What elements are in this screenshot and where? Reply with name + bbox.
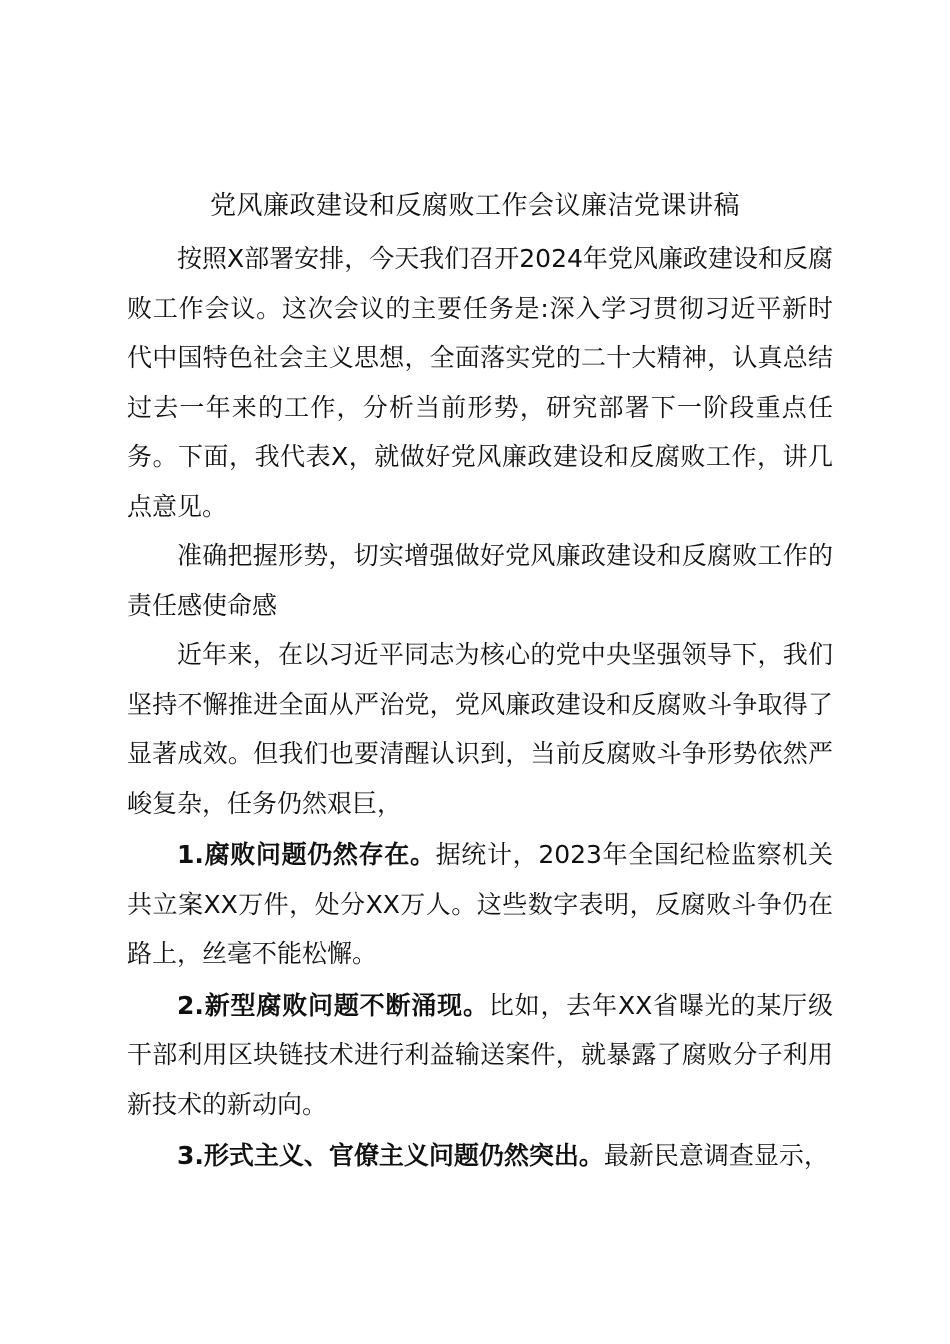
list-item-text: 最新民意调查显示， — [603, 1141, 829, 1170]
list-item — [127, 830, 833, 979]
situation-paragraph: 近年来，在以习近平同志为核心的党中央坚强领导下，我们坚持不懈推进全面从严治党，党风廉政建设和反腐败斗争取得了显著成效。但我们也要清醒认识到，当前反腐败斗争形势依然严峻复杂，任务仍然艰巨， — [127, 640, 833, 818]
list-item-text: 据统计，2023年全国纪检监察机关共立案XX万件，处分XX万人。这些数字表明，反腐败斗争仍在路上，丝毫不能松懈。 — [127, 840, 833, 968]
list-item-lead: 1.腐败问题仍然存在。 — [177, 840, 436, 869]
list-item — [127, 981, 833, 1130]
list-item — [127, 1131, 833, 1181]
document-title: 党风廉政建设和反腐败工作会议廉洁党课讲稿 — [209, 191, 740, 221]
list-item-lead: 3.形式主义、官僚主义问题仍然突出。 — [177, 1141, 604, 1170]
list-item-text: 比如，去年XX省曝光的某厅级干部利用区块链技术进行利益输送案件，就暴露了腐败分子利用新技术的新动向。 — [127, 990, 833, 1119]
section-heading-paragraph: 准确把握形势，切实增强做好党风廉政建设和反腐败工作的责任感使命感 — [127, 541, 833, 620]
intro-paragraph: 按照X部署安排，今天我们召开2024年党风廉政建设和反腐败工作会议。这次会议的主要任务是:深入学习贯彻习近平新时代中国特色社会主义思想，全面落实党的二十大精神，认真总结过去一年来的工作，分析当前形势，研究部署下一阶段重点任务。下面，我代表X，就做好党风廉政建设和反腐败工作，讲几点意见。 — [127, 244, 833, 521]
list-item-lead: 2.新型腐败问题不断涌现。 — [177, 990, 489, 1020]
document-body — [127, 234, 833, 1181]
